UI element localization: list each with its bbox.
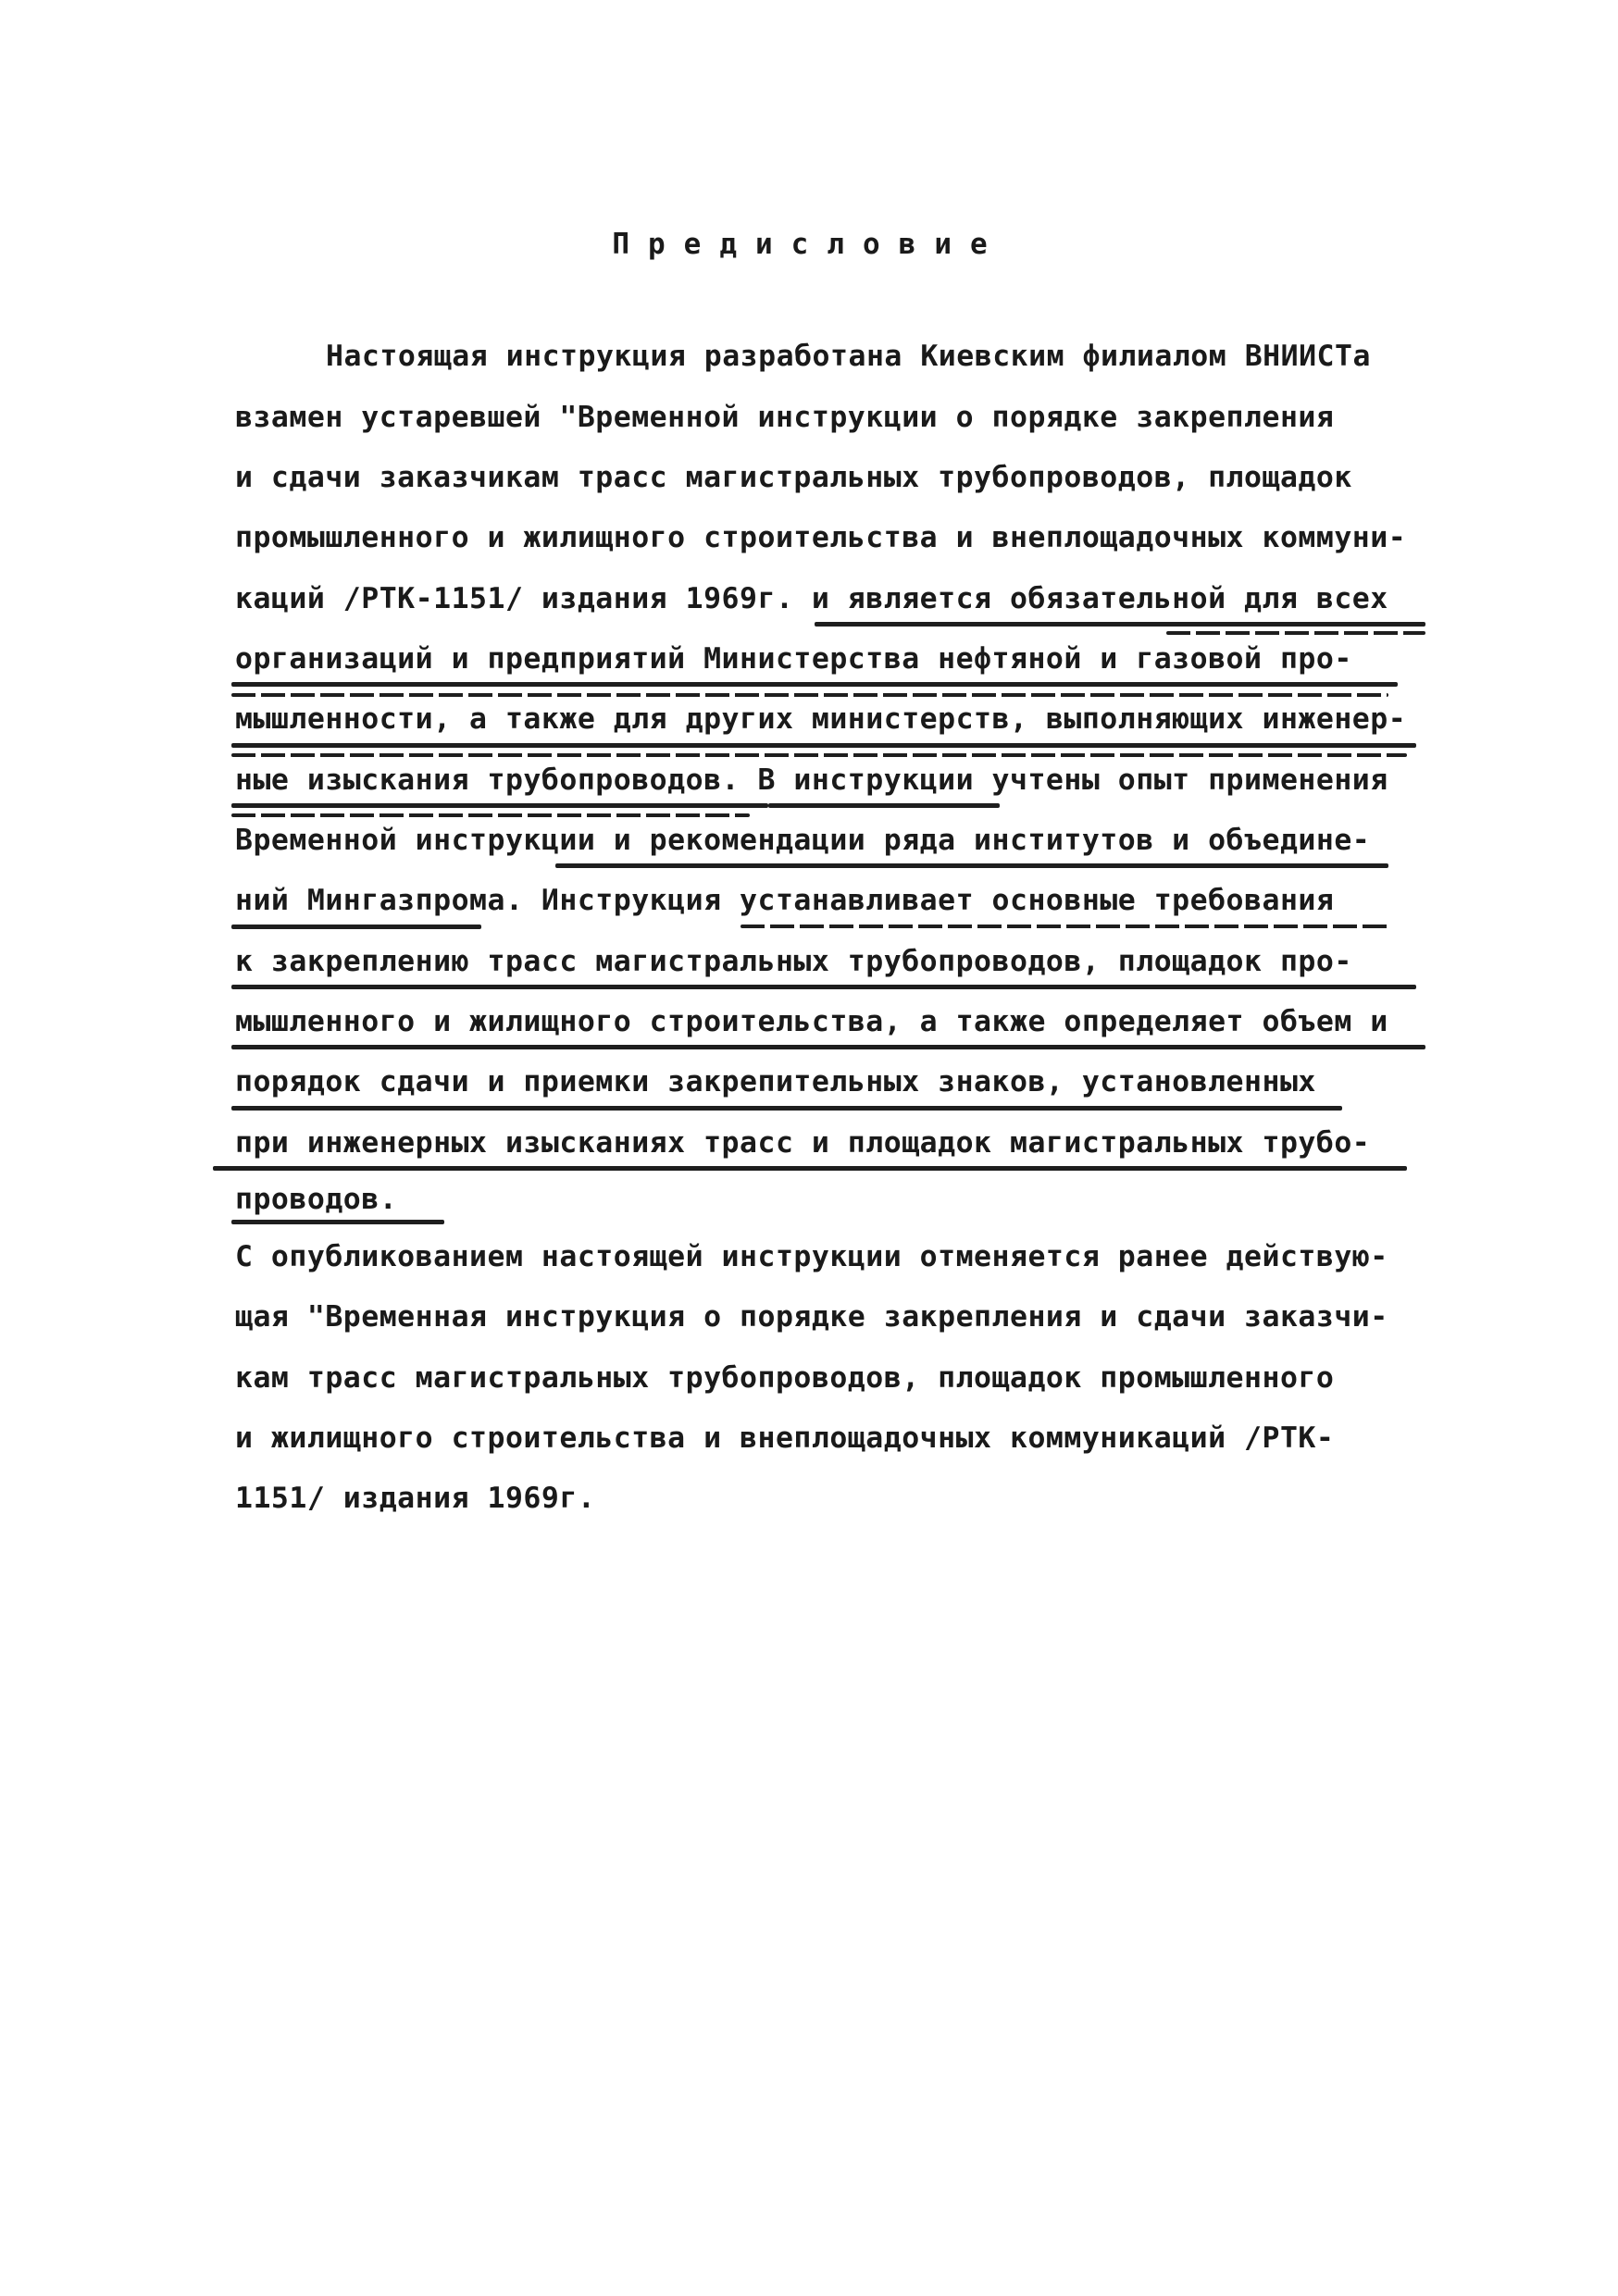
underline-mark [231, 813, 750, 817]
paragraph-1-line: проводов. [235, 1183, 398, 1216]
underline-mark [1166, 631, 1425, 635]
paragraph-1-line: ний Мингазпрома. Инструкция устанавливает основные требования [235, 884, 1335, 917]
underline-mark [815, 622, 1425, 627]
paragraph-1-line: Настоящая инструкция разработана Киевским филиалом ВНИИСТа [326, 340, 1371, 373]
underline-mark [768, 803, 1000, 808]
paragraph-2-line: кам трасс магистральных трубопроводов, площадок промышленного [235, 1361, 1335, 1395]
paragraph-2-line: щая "Временная инструкция о порядке закрепления и сдачи заказчи- [235, 1300, 1388, 1334]
paragraph-2-line: 1151/ издания 1969г. [235, 1482, 596, 1515]
paragraph-1-line: взамен устаревшей "Временной инструкции о порядке закрепления [235, 401, 1335, 434]
underline-mark [231, 1220, 444, 1224]
underline-mark [231, 753, 1407, 757]
paragraph-1-line: Временной инструкции и рекомендации ряда институтов и объедине- [235, 824, 1371, 857]
paragraph-1-line: при инженерных изысканиях трасс и площадок магистральных трубо- [235, 1126, 1371, 1160]
underline-mark [231, 743, 1416, 748]
underline-mark [213, 1166, 1407, 1171]
paragraph-1-line: каций /РТК-1151/ издания 1969г. и является обязательной для всех [235, 582, 1388, 615]
paragraph-1-line: мышленного и жилищного строительства, а также определяет объем и [235, 1005, 1388, 1038]
paragraph-1-line: ные изыскания трубопроводов. В инструкции учтены опыт применения [235, 763, 1388, 797]
underline-mark [231, 925, 481, 929]
underline-mark [231, 693, 1388, 697]
underline-mark [555, 863, 1388, 868]
paragraph-1-line: промышленного и жилищного строительства и внеплощадочных коммуни- [235, 521, 1407, 554]
underline-mark [231, 985, 1416, 989]
underline-mark [231, 1045, 1425, 1049]
underline-mark [741, 925, 1388, 928]
underline-mark [231, 1106, 1342, 1111]
paragraph-2-line: С опубликованием настоящей инструкции отменяется ранее действую- [235, 1240, 1388, 1273]
document-title: Предисловие [612, 228, 1006, 261]
paragraph-2-line: и жилищного строительства и внеплощадочных коммуникаций /РТК- [235, 1421, 1335, 1455]
paragraph-1-line: к закреплению трасс магистральных трубопроводов, площадок про- [235, 945, 1352, 978]
paragraph-1-line: организаций и предприятий Министерства нефтяной и газовой про- [235, 642, 1352, 676]
paragraph-1-line: порядок сдачи и приемки закрепительных знаков, установленных [235, 1065, 1316, 1098]
paragraph-1-line: мышленности, а также для других министерств, выполняющих инженер- [235, 702, 1407, 736]
underline-mark [231, 682, 1398, 687]
underline-mark [231, 803, 768, 808]
paragraph-1-line: и сдачи заказчикам трасс магистральных трубопроводов, площадок [235, 461, 1352, 494]
